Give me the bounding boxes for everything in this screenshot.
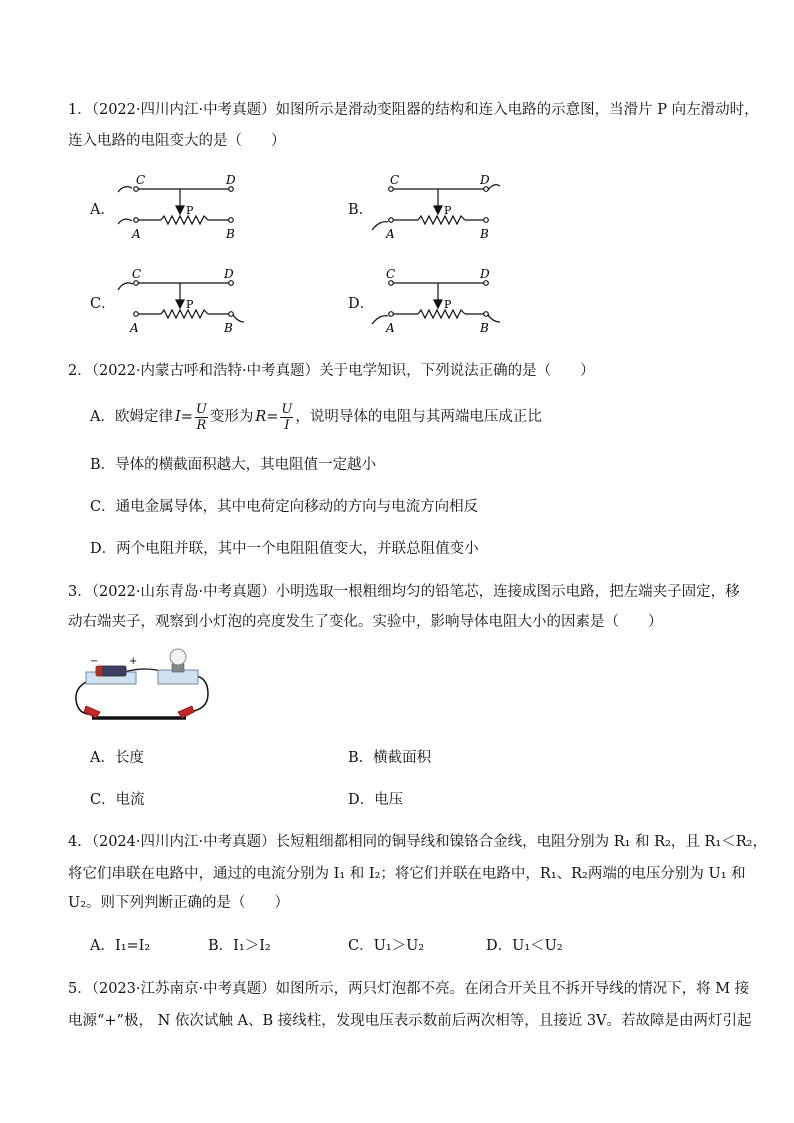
label-p: P: [444, 204, 452, 217]
q3-option-a: A．长度: [90, 750, 144, 766]
q4-option-b: B．I₁＞I₂: [208, 938, 271, 954]
label-d: D: [224, 267, 234, 281]
label-b: B: [480, 227, 489, 241]
label-d: D: [226, 173, 236, 187]
label-a: A: [132, 227, 141, 241]
q3-option-c: C．电流: [90, 792, 145, 808]
q3-option-b: B．横截面积: [348, 750, 432, 766]
q2-option-d: D．两个电阻并联，其中一个电阻阻值变大，并联总阻值变小: [90, 541, 479, 557]
q1-diagram-d: [366, 266, 506, 338]
label-d: D: [480, 173, 490, 187]
battery-minus-sign: −: [90, 656, 99, 667]
q3-stem-line1: 3．（2022·山东青岛·中考真题）小明选取一根粗细均匀的铅笔芯，连接成图示电路，把左端夹子固定，移: [68, 584, 740, 600]
label-p: P: [444, 298, 452, 311]
q2-a-fraction-1: [195, 402, 208, 433]
q2-a-fraction-2: [280, 402, 293, 433]
q1-diagram-b: [366, 172, 506, 244]
q1-stem-line2: 连入电路的电阻变大的是（ ）: [68, 133, 286, 149]
q2-a-f1-lhs: I=: [174, 409, 193, 425]
q4-option-c: C．U₁＞U₂: [348, 938, 425, 954]
q4-option-a: A．I₁=I₂: [90, 938, 151, 954]
label-b: B: [224, 321, 233, 335]
q1-stem-line1: 1．（2022·四川内江·中考真题）如图所示是滑动变阻器的结构和连入电路的示意图，当滑片 P 向左滑动时，: [68, 102, 759, 118]
fraction-denominator: I: [284, 417, 290, 433]
q5-stem-line2: 电源“+”极， N 依次试触 A、B 接线柱，发现电压表示数前后两次相等，且接近 3V。若故障是由两灯引起: [68, 1013, 752, 1029]
q2-a-prefix: A．欧姆定律: [90, 409, 173, 425]
q3-stem-line2: 动右端夹子，观察到小灯泡的亮度发生了变化。实验中，影响导体电阻大小的因素是（ ）: [68, 614, 663, 630]
q2-a-f2-lhs: R=: [255, 409, 279, 425]
right-clip: [178, 706, 194, 718]
q2-option-a: [90, 399, 542, 435]
q1-option-d-label: D．: [348, 296, 375, 312]
bulb: [170, 649, 186, 665]
q4-option-d: D．U₁＜U₂: [486, 938, 563, 954]
q2-option-b: B．导体的横截面积越大，其电阻值一定越小: [90, 457, 377, 473]
fraction-numerator: U: [195, 401, 207, 417]
q2-option-c: C．通电金属导体，其中电荷定向移动的方向与电流方向相反: [90, 499, 479, 515]
fraction-numerator: U: [281, 401, 293, 417]
q4-stem-line3: U₂。则下列判断正确的是（ ）: [68, 895, 290, 911]
label-b: B: [226, 227, 235, 241]
q1-option-c-label: C．: [90, 296, 116, 312]
q2-a-suffix: ，说明导体的电阻与其两端电压成正比: [295, 409, 542, 425]
label-b: B: [480, 321, 489, 335]
label-c: C: [132, 267, 142, 281]
fraction-denominator: R: [196, 417, 207, 433]
label-a: A: [130, 321, 139, 335]
q1-diagram-a: [116, 172, 246, 244]
label-p: P: [186, 204, 194, 217]
label-c: C: [136, 173, 146, 187]
q5-stem-line1: 5．（2023·江苏南京·中考真题）如图所示，两只灯泡都不亮。在闭合开关且不拆开导线的情况下，将 M 接: [68, 981, 750, 997]
battery-plus-sign: +: [129, 656, 138, 667]
q4-stem-line1: 4．（2024·四川内江·中考真题）长短粗细都相同的铜导线和镍铬合金线，电阻分别为 R₁ 和 R₂，且 R₁＜R₂，: [68, 834, 767, 850]
q2-a-mid: 变形为: [209, 409, 254, 425]
q1-option-a-label: A．: [90, 202, 115, 218]
battery-cap: [96, 666, 102, 676]
q1-diagram-c: [116, 266, 246, 338]
label-c: C: [390, 173, 400, 187]
q1-option-b-label: B．: [348, 202, 374, 218]
label-a: A: [386, 227, 395, 241]
label-c: C: [386, 267, 396, 281]
label-a: A: [386, 321, 395, 335]
q4-stem-line2: 将它们串联在电路中，通过的电流分别为 I₁ 和 I₂；将它们并联在电路中，R₁、R₂两端的电压分别为 U₁ 和: [68, 866, 746, 882]
label-d: D: [480, 267, 490, 281]
q2-stem: 2．（2022·内蒙古呼和浩特·中考真题）关于电学知识，下列说法正确的是（ ）: [68, 363, 595, 379]
q3-option-d: D．电压: [348, 792, 404, 808]
label-p: P: [186, 298, 194, 311]
left-clip: [84, 706, 100, 718]
q3-circuit-image: [66, 648, 216, 728]
